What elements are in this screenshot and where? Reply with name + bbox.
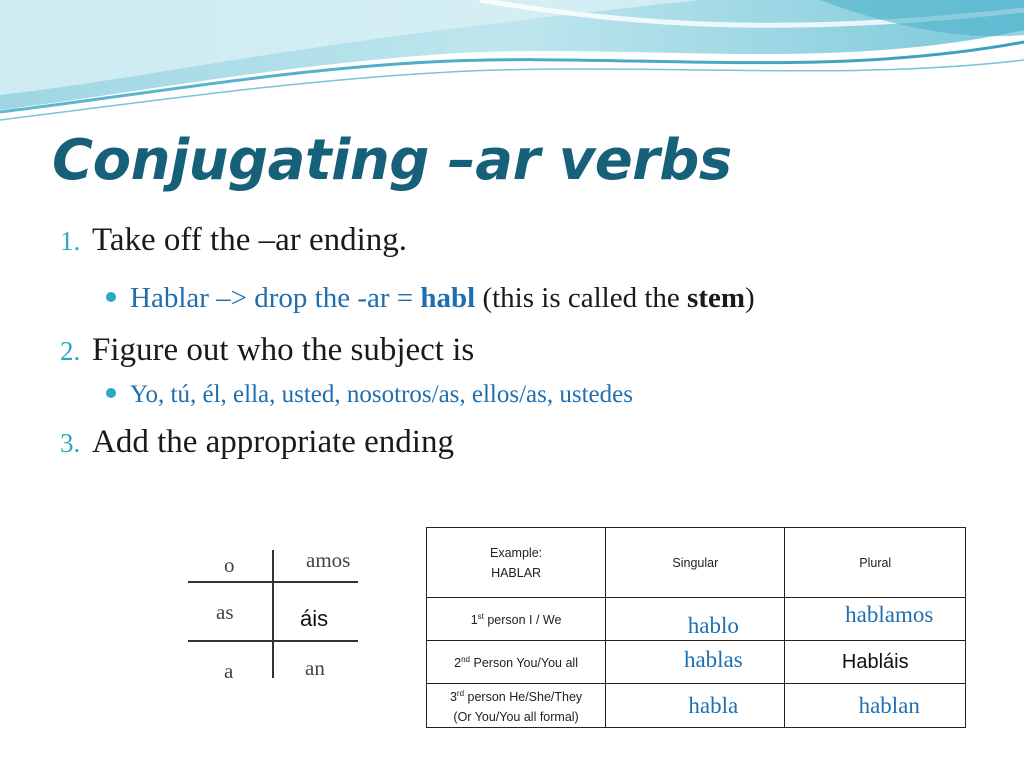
bullet-text-part1: Hablar –> drop the -ar = <box>130 282 421 314</box>
t-chart-horizontal-line <box>188 640 358 642</box>
step-text: Figure out who the subject is <box>92 332 475 368</box>
form-hablas: hablas <box>606 641 785 684</box>
stem-label: stem <box>687 282 746 314</box>
row-label-3rd-person: 3rd person He/She/They (Or You/You all formal) <box>427 684 606 728</box>
subject-pronouns: Yo, tú, él, ella, usted, nosotros/as, ellos/as, ustedes <box>130 381 633 408</box>
header-singular: Singular <box>606 528 785 598</box>
bullet-text-part3: ) <box>745 282 755 314</box>
step-2-bullet <box>106 381 633 409</box>
ending-a: a <box>224 659 234 683</box>
decorative-wave-header <box>0 0 1024 130</box>
form-habla: habla <box>606 684 785 728</box>
form-hablo: hablo <box>606 598 785 641</box>
ending-as: as <box>216 600 234 624</box>
t-chart-horizontal-line <box>188 581 358 583</box>
header-plural: Plural <box>785 528 966 598</box>
ending-o: o <box>224 553 235 577</box>
header-example: Example: HABLAR <box>427 528 606 598</box>
step-2 <box>60 332 474 369</box>
step-number: 1. <box>60 226 81 256</box>
step-text: Add the appropriate ending <box>92 424 454 460</box>
form-hablan: hablan <box>785 684 966 728</box>
conjugation-table <box>426 527 966 728</box>
row-label-2nd-person: 2nd Person You/You all <box>427 641 606 684</box>
bullet-icon <box>106 388 116 398</box>
step-1-bullet <box>106 282 755 315</box>
ending-ais: áis <box>300 606 329 631</box>
step-number: 3. <box>60 428 81 458</box>
bullet-text-part2: (this is called the <box>475 282 688 314</box>
step-text: Take off the –ar ending. <box>92 222 408 258</box>
stem-word-habl: habl <box>420 282 476 314</box>
form-hablais: Habláis <box>785 641 966 684</box>
table-row <box>427 684 966 728</box>
step-3 <box>60 424 454 461</box>
form-hablamos: hablamos <box>785 598 966 641</box>
table-header-row <box>427 528 966 598</box>
step-1 <box>60 222 407 259</box>
ending-an: an <box>305 656 325 680</box>
t-chart-vertical-line <box>272 550 274 678</box>
bullet-icon <box>106 292 116 302</box>
slide-title: Conjugating –ar verbs <box>52 128 732 193</box>
table-row <box>427 598 966 641</box>
ending-amos: amos <box>306 548 351 572</box>
step-number: 2. <box>60 336 81 366</box>
table-row <box>427 641 966 684</box>
row-label-1st-person: 1st person I / We <box>427 598 606 641</box>
